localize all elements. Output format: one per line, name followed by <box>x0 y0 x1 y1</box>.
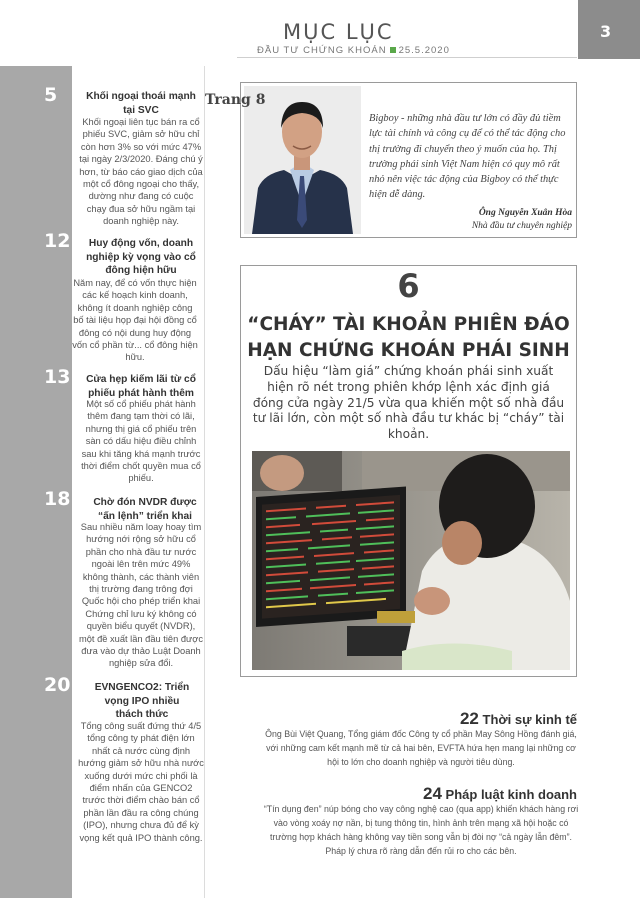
trader-at-screens-illustration <box>252 451 570 670</box>
toc-entry-summary: Tổng công suất đứng thứ 4/5 tổng công ty phát điện lớn nhất cả nước cùng định hướng giảm sở hữu nhà nước xuống dưới mức chi phối là điểm nhấn của GENCO2 trước thời điểm chào bán cổ phần lần đầu ra công chúng (IPO), nhưng chưa đủ để kỳ vọng kết quả IPO thành công. <box>78 721 204 843</box>
toc-entry-summary: Năm nay, để có vốn thực hiện các kế hoạch kinh doanh, không ít doanh nghiệp công bố tài liệu họp đại hội đồng cổ đông có nội dung huy động vốn cổ phần từ... cổ đông hiện hữu. <box>72 278 198 363</box>
toc-page-number: 20 <box>44 674 71 696</box>
toc-page-number: 18 <box>44 488 71 510</box>
main-story-title[interactable] <box>240 312 577 364</box>
column-divider <box>204 66 205 898</box>
toc-page-number: 5 <box>44 84 58 106</box>
toc-entry-summary: Sau nhiều năm loay hoay tìm hướng nới rộng sở hữu cổ phần cho nhà đầu tư nước ngoài lên trên mức 49% không thành, các thành viên thị trường đang trông đợi Quốc hội cho phép triển khai Chứng chỉ lưu ký không có quyền biểu quyết (NVDR), một đề xuất lần đầu tiên được đưa vào dự thảo Luật Doanh nghiệp sửa đổi. <box>79 522 203 669</box>
trading-screen-photo <box>252 451 570 670</box>
section-summary: “Tín dụng đen” núp bóng cho vay công nghệ cao (qua app) khiến khách hàng rơi vào vòng xoáy nợ nần, bị tung thông tin, hình ảnh trên mạng xã hội hoặc có trường hợp khách hàng không vay tiền song vẫn bị đòi nợ “cả ngày lẫn đêm”. Pháp lý chưa rõ ràng dẫn đến rủi ro cho các bên. <box>263 804 579 856</box>
section-title: Thời sự kinh tế <box>482 712 577 727</box>
page-number: 3 <box>600 22 612 41</box>
toc-entry-title[interactable]: Cửa hẹp kiếm lãi từ cổ phiếu phát hành thêm <box>86 374 196 399</box>
issue-date: 25.5.2020 <box>398 45 450 56</box>
toc-entry-title[interactable]: Khối ngoại thoái mạnh tại SVC <box>86 91 196 116</box>
toc-page-number: 12 <box>44 230 71 252</box>
feature-author <box>440 207 572 233</box>
author-role: Nhà đầu tư chuyên nghiệp <box>471 221 572 231</box>
magazine-name: ĐẦU TƯ CHỨNG KHOÁN <box>257 45 387 56</box>
section-heading[interactable] <box>423 784 577 804</box>
toc-side-band <box>0 66 72 898</box>
portrait-illustration <box>244 86 361 234</box>
section-title: Pháp luật kinh doanh <box>445 787 577 802</box>
section-heading[interactable] <box>460 709 577 729</box>
toc-page-number: 13 <box>44 366 71 388</box>
main-story-title-line: “CHÁY” TÀI KHOẢN PHIÊN ĐÁO <box>247 314 570 335</box>
toc-entry-title[interactable]: Huy động vốn, doanh nghiệp kỳ vọng vào cổ đông hiện hữu <box>86 238 196 276</box>
feature-page-label[interactable]: Trang 8 <box>205 92 266 108</box>
section-summary: Ông Bùi Việt Quang, Tổng giám đốc Công ty cổ phần May Sông Hồng đánh giá, với những cam kết mạnh mẽ từ cả hai bên, EVFTA hứa hẹn mang lại những cơ hội to lớn cho doanh nghiệp và người tiêu dùng. <box>265 729 577 767</box>
toc-entry-summary: Một số cổ phiếu phát hành thêm đang tạm thời có lãi, nhưng thị giá cổ phiếu trên sàn có dấu hiệu điều chỉnh sau khi tăng khá mạnh trước thời điểm chốt quyền mua cổ phiếu. <box>81 399 201 484</box>
main-story-page-number: 6 <box>397 267 420 305</box>
main-story-lead: Dấu hiệu “làm giá” chứng khoán phái sinh xuất hiện rõ nét trong phiên khớp lệnh xác định giá đóng cửa ngày 21/5 vừa qua khiến một số nhà đầu tư lãi lớn, còn một số nhà đầu tư khác bị “cháy” tài khoản. <box>252 364 565 442</box>
feature-quote: Bigboy - những nhà đầu tư lớn có đầy đủ tiềm lực tài chính và công cụ để có thể tác động cho thị trường đi chuyển theo ý muốn của họ. Thị trường phái sinh Việt Nam hiện có quy mô rất nhỏ nên việc tác động của Bigboy có thể thực hiện dễ dàng. <box>369 113 566 201</box>
section-page-number: 24 <box>423 784 442 803</box>
toc-entry-title[interactable]: Chờ đón NVDR được “ấn lệnh” triển khai <box>93 497 197 522</box>
toc-entry-summary: Khối ngoại liên tục bán ra cổ phiếu SVC, giảm sở hữu chỉ còn hơn 3% so với mức 47% tại ngày 2/3/2020. Đáng chú ý hơn, từ báo cáo giao dịch của một cổ đông ngoại cho thấy, dường như đang có cuộc chạy đua sở hữu ngầm tại doanh nghiệp này. <box>79 117 203 227</box>
main-story-title-line: HẠN CHỨNG KHOÁN PHÁI SINH <box>247 340 570 361</box>
header-divider <box>237 57 577 58</box>
page-title: MỤC LỤC <box>283 20 394 44</box>
toc-entry-title[interactable]: EVNGENCO2: Triển vọng IPO nhiều thách thức <box>94 682 190 720</box>
magazine-subtitle <box>257 45 450 56</box>
author-portrait <box>244 86 361 234</box>
author-name: Ông Nguyễn Xuân Hòa <box>478 208 572 218</box>
green-square-icon <box>390 47 396 53</box>
section-page-number: 22 <box>459 709 479 728</box>
